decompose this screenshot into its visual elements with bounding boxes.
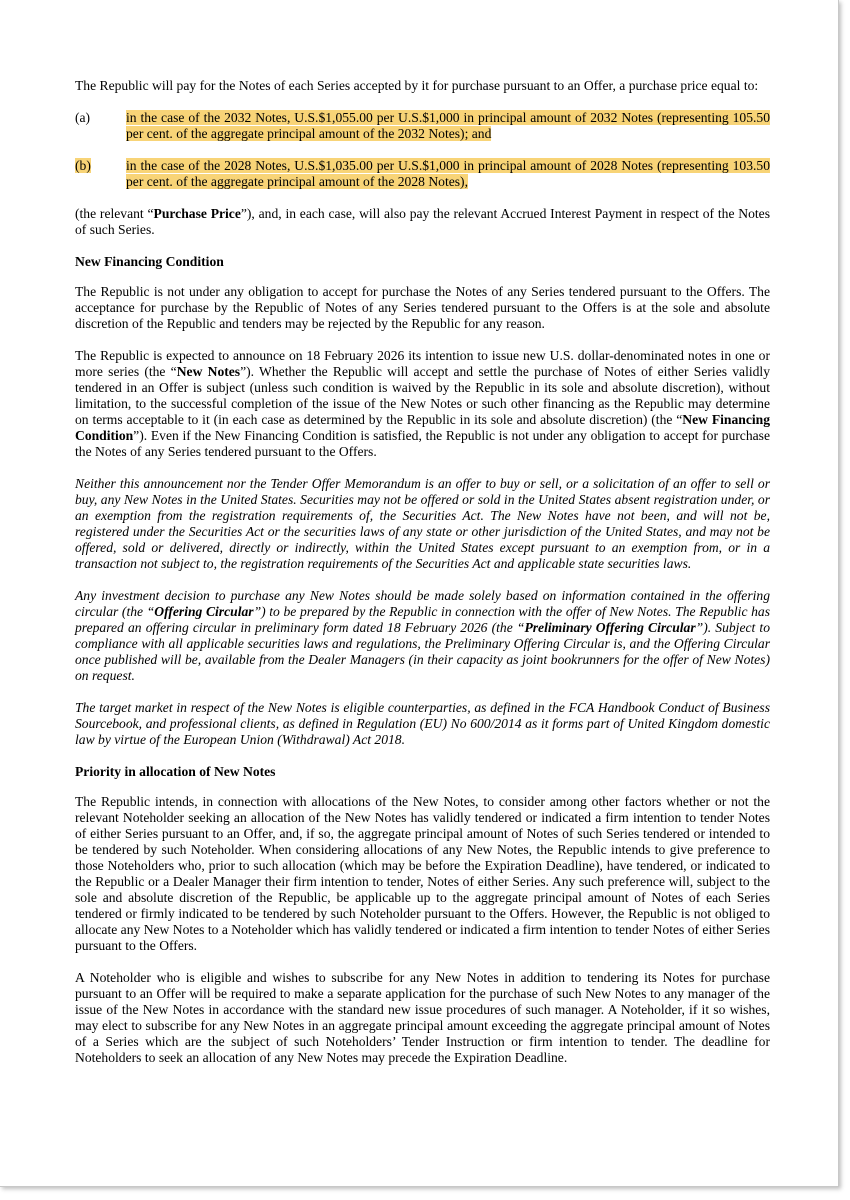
new-financing-condition-term: New Financing Condition	[75, 412, 770, 443]
nfc-p2-part2: ”). Whether the Republic will accept and settle the purchase of Notes of either Series validly tendered in an Offer is subject (unless such condition is waived by the Republic in its sole and absolute discretion), without limitation, to the successful completion of the issue of the New Notes or such other financing as the Republic may determine on terms acceptable to it (in each case as determined by the Republic in its sole and absolute discretion) (the “	[75, 364, 771, 427]
offering-circular-term: Offering Circular	[154, 604, 254, 619]
nfc-paragraph-2	[75, 348, 770, 460]
italic-p2-part3: ”). Subject to compliance with all applicable securities laws and regulations, the Preliminary Offering Circular is, and the Offering Circular once published will be, available from the Dealer Managers (in their capacity as joint bookrunners for the offer of New Notes) on request.	[75, 620, 771, 683]
section-heading-priority: Priority in allocation of New Notes	[75, 764, 276, 779]
nfc-paragraph-1: The Republic is not under any obligation to accept for purchase the Notes of any Series tendered pursuant to the Offers. The acceptance for purchase by the Republic of Notes of any Series tendered pursuant to the Offers is at the sole and absolute discretion of the Republic and tenders may be rejected by the Republic for any reason.	[75, 284, 770, 331]
list-marker-b: (b)	[75, 158, 91, 173]
nfc-p2-part1: The Republic is expected to announce on 18 February 2026 its intention to issue new U.S. dollar-denominated notes in one or more series (the “	[75, 348, 770, 379]
list-marker-b-wrap	[75, 158, 91, 174]
purchase-price-pre: (the relevant “	[75, 206, 154, 221]
italic-paragraph-1: Neither this announcement nor the Tender Offer Memorandum is an offer to buy or sell, or a solicitation of an offer to sell or buy, any New Notes in the United States. Securities may not be offered or sold in the United States absent registration under, or an exemption from the registration requirements of, the Securities Act. The New Notes have not been, and will not be, registered under the Securities Act or the securities laws of any state or other jurisdiction of the United States, and may not be offered, sold or delivered, directly or indirectly, within the United States except pursuant to an exemption from, or in a transaction not subject to, the registration requirements of the Securities Act and applicable state securities laws.	[75, 476, 770, 571]
purchase-price-post: ”), and, in each case, will also pay the relevant Accrued Interest Payment in respect of the Notes of such Series.	[75, 206, 770, 237]
list-text-b: in the case of the 2028 Notes, U.S.$1,035.00 per U.S.$1,000 in principal amount of 2028 Notes (representing 103.50 per cent. of the aggregate principal amount of the 2028 Notes),	[126, 158, 770, 189]
priority-paragraph-2: A Noteholder who is eligible and wishes to subscribe for any New Notes in addition to tendering its Notes for purchase pursuant to an Offer will be required to make a separate application for the purchase of such New Notes to any manager of the issue of the New Notes in accordance with the standard new issue procedures of such manager. A Noteholder, if it so wishes, may elect to subscribe for any New Notes in an aggregate principal amount exceeding the aggregate principal amount of Notes of a Series which are the subject of such Noteholders’ Tender Instruction or firm intention to tender. The deadline for Noteholders to seek an allocation of any New Notes may precede the Expiration Deadline.	[75, 970, 770, 1065]
purchase-price-paragraph	[75, 206, 770, 238]
preliminary-offering-circular-term: Preliminary Offering Circular	[524, 620, 696, 635]
nfc-p2-part3: ”). Even if the New Financing Condition is satisfied, the Republic is not under any obligation to accept for purchase the Notes of any Series tendered pursuant to the Offers.	[75, 428, 770, 459]
new-notes-term: New Notes	[176, 364, 241, 379]
italic-p2-part1: Any investment decision to purchase any New Notes should be made solely based on information contained in the offering circular (the “	[75, 588, 770, 619]
italic-paragraph-3: The target market in respect of the New Notes is eligible counterparties, as defined in the FCA Handbook Conduct of Business Sourcebook, and professional clients, as defined in Regulation (EU) No 600/2014 as it forms part of United Kingdom domestic law by virtue of the European Union (Withdrawal) Act 2018.	[75, 700, 770, 747]
list-item-a	[75, 110, 770, 142]
list-item-b	[75, 158, 770, 190]
intro-paragraph: The Republic will pay for the Notes of each Series accepted by it for purchase pursuant to an Offer, a purchase price equal to:	[75, 78, 759, 93]
section-heading-new-financing: New Financing Condition	[75, 254, 224, 269]
italic-paragraph-2	[75, 588, 770, 684]
priority-paragraph-1: The Republic intends, in connection with allocations of the New Notes, to consider among other factors whether or not the relevant Noteholder seeking an allocation of the New Notes has validly tendered or indicated a firm intention to tender Notes of either Series pursuant to an Offer, and, if so, the aggregate principal amount of Notes of such Series tendered or intended to be tendered by such Noteholder. When considering allocations of any New Notes, the Republic intends to give preference to those Noteholders who, prior to such allocation (which may be before the Expiration Deadline), have tendered, or indicated to the Republic or a Dealer Manager their firm intention to tender, Notes of either Series. Any such preference will, subject to the sole and absolute discretion of the Republic, be applicable up to the aggregate principal amount of Notes of each Series tendered or firmly indicated to be tendered by such Noteholder pursuant to the Offers. However, the Republic is not obliged to allocate any New Notes to a Noteholder which has validly tendered or indicated a firm intention to tender Notes of either Series pursuant to the Offers.	[75, 794, 770, 953]
italic-p2-part2: ”) to be prepared by the Republic in connection with the offer of New Notes. The Republic has prepared an offering circular in preliminary form dated 18 February 2026 (the “	[75, 604, 770, 635]
list-marker-a: (a)	[75, 110, 91, 125]
list-text-a: in the case of the 2032 Notes, U.S.$1,055.00 per U.S.$1,000 in principal amount of 2032 Notes (representing 105.50 per cent. of the aggregate principal amount of the 2032 Notes); and	[126, 110, 770, 141]
purchase-price-term: Purchase Price	[153, 206, 241, 221]
document-body	[75, 78, 770, 1082]
